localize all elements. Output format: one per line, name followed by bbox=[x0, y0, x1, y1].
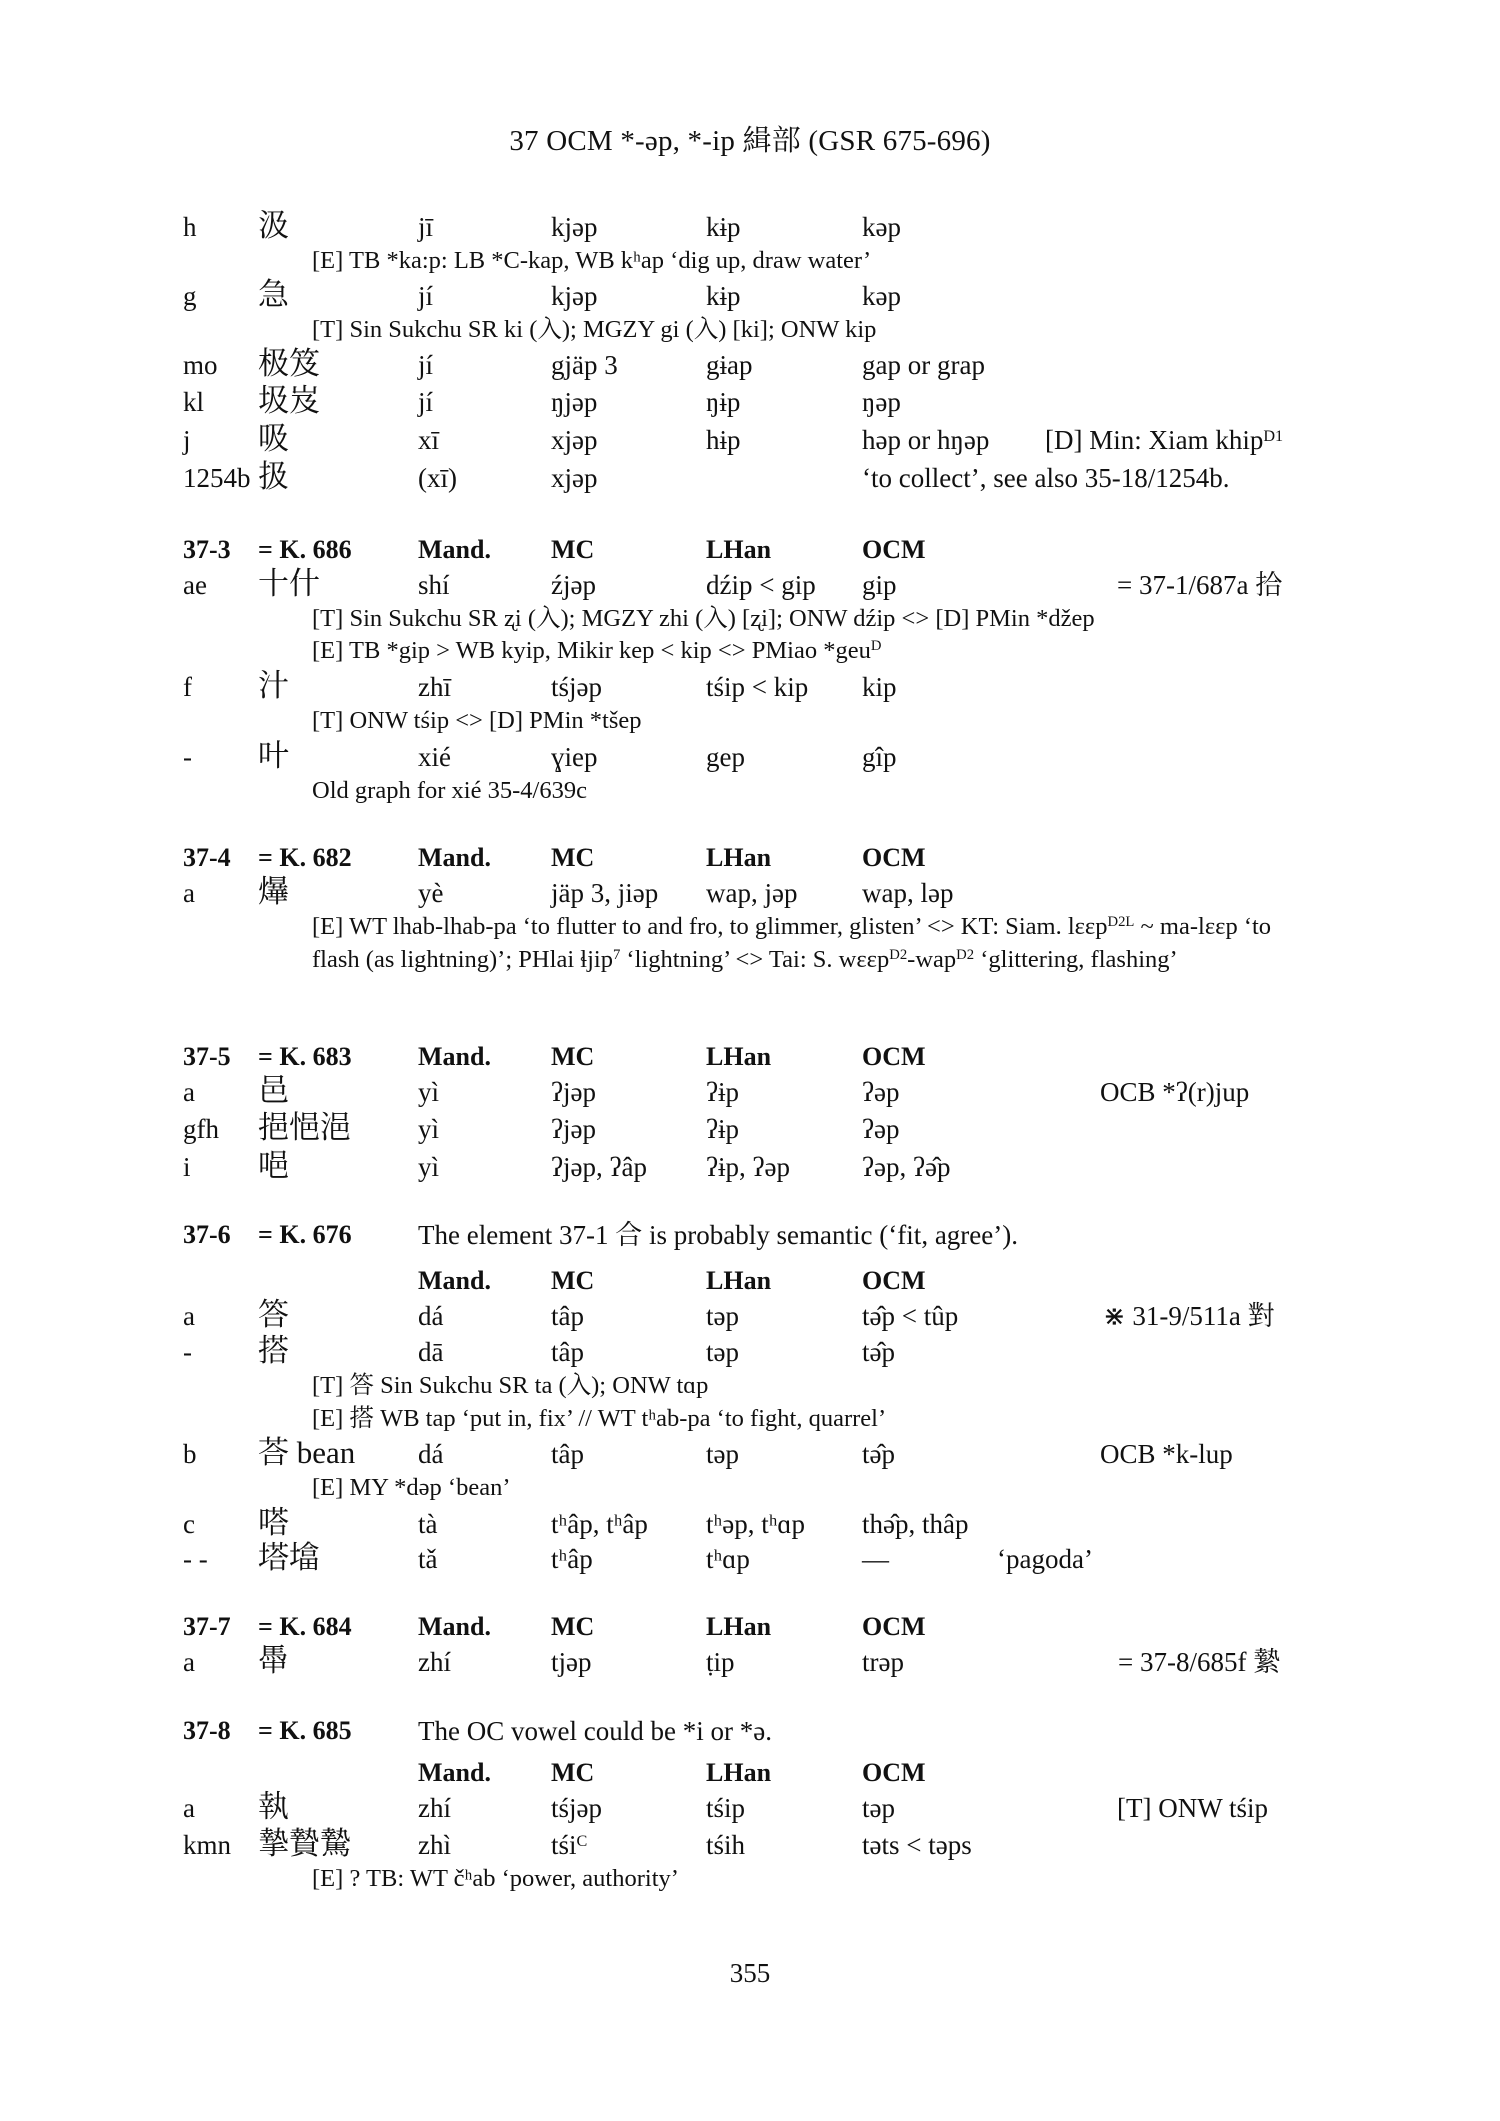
ocm-reading: ‘to collect’, see also 35-18/1254b. bbox=[862, 463, 1230, 493]
entry-graph: 摯贄騺 bbox=[258, 1826, 351, 1861]
entry-note: [E] MY *dəp ‘bean’ bbox=[312, 1474, 511, 1501]
entry-row bbox=[0, 279, 1500, 315]
col-mc: MC bbox=[551, 535, 595, 564]
entry-note: [T] ONW tśip <> [D] PMin *tšep bbox=[312, 707, 642, 734]
karlgren-number: = K. 676 bbox=[258, 1220, 352, 1249]
lhan-reading: ʔɨp bbox=[706, 1077, 739, 1107]
entry-row bbox=[0, 1437, 1500, 1473]
mandarin-reading: yì bbox=[418, 1077, 440, 1107]
series-number: 37-5 bbox=[183, 1042, 231, 1071]
entry-code: - bbox=[183, 742, 192, 772]
lhan-reading: ʔɨp, ʔəp bbox=[706, 1152, 790, 1182]
col-ocm: OCM bbox=[862, 1042, 926, 1071]
mandarin-reading: dā bbox=[418, 1337, 444, 1367]
entry-graph: 吸 bbox=[258, 421, 289, 456]
entry-code: b bbox=[183, 1439, 197, 1469]
section-heading bbox=[0, 1218, 1500, 1254]
page-number: 355 bbox=[729, 1958, 771, 1988]
mandarin-reading: (xī) bbox=[418, 463, 458, 493]
entry-remark: OCB *k-lup bbox=[1100, 1439, 1233, 1469]
col-ocm: OCM bbox=[862, 843, 926, 872]
entry-row bbox=[0, 1112, 1500, 1148]
mc-reading: tjəp bbox=[551, 1647, 592, 1677]
entry-graph: 搭 bbox=[258, 1333, 289, 1368]
karlgren-number: = K. 682 bbox=[258, 843, 352, 872]
entry-note: Old graph for xié 35-4/639c bbox=[312, 777, 587, 804]
series-number: 37-7 bbox=[183, 1612, 231, 1641]
ocm-reading: həp or hŋəp bbox=[862, 425, 990, 455]
ocm-reading: trəp bbox=[862, 1647, 904, 1677]
entry-note: [E] 搭 WB tap ‘put in, fix’ // WT tʰab-pa ‘to fight, quarrel’ bbox=[312, 1405, 887, 1432]
entry-row bbox=[0, 1335, 1500, 1371]
entry-graph: 執 bbox=[258, 1789, 289, 1824]
mandarin-reading: xié bbox=[418, 742, 451, 772]
entry-row bbox=[0, 1828, 1500, 1864]
entry-remark: ⋇ 31-9/511a 對 bbox=[1103, 1301, 1275, 1331]
ocm-reading: gap or grap bbox=[862, 350, 985, 380]
entry-row bbox=[0, 1150, 1500, 1186]
lhan-reading: kɨp bbox=[706, 281, 741, 311]
entry-code: a bbox=[183, 1301, 195, 1331]
mandarin-reading: jī bbox=[418, 212, 434, 242]
entry-graph: 爗 bbox=[258, 874, 289, 909]
mc-reading: kjəp bbox=[551, 212, 598, 242]
entry-note: [E] TB *gip > WB kyip, Mikir kep < kip <> PMiao *geu$^D$ bbox=[312, 637, 882, 664]
series-comment: The element 37-1 合 is probably semantic (‘fit, agree’). bbox=[418, 1220, 1019, 1250]
ocm-reading: kəp bbox=[862, 281, 901, 311]
entry-code: a bbox=[183, 1647, 195, 1677]
ocm-reading: gip bbox=[862, 570, 897, 600]
lhan-reading: ŋɨp bbox=[706, 387, 741, 417]
col-ocm: OCM bbox=[862, 535, 926, 564]
mandarin-reading: jí bbox=[418, 350, 434, 380]
entry-code: mo bbox=[183, 350, 218, 380]
ocm-reading: təp bbox=[862, 1439, 895, 1469]
mc-reading: ʔjəp bbox=[551, 1114, 596, 1144]
entry-note: [E] WT lhab-lhab-pa ‘to flutter to and fro, to glimmer, glisten’ <> KT: Siam. lɛɛp$^{D2L}$ ~ ma-lɛɛp ‘to flash (as lightning)’; PHlai ɬjip$^7$ ‘lightning’ <> Tai: S. wɛɛp$^{D2}$-wap$^{D2}$ ‘glittering, flashing’ bbox=[312, 913, 1272, 973]
mc-reading: tśjəp bbox=[551, 672, 603, 702]
entry-remark: = 37-8/685f 縶 bbox=[1118, 1647, 1281, 1677]
entry-row bbox=[0, 461, 1500, 497]
entry-note: [T] Sin Sukchu SR ki (入); MGZY gi (入) [ki]; ONW kip bbox=[312, 316, 877, 343]
entry-graph: 极笈 bbox=[258, 346, 320, 381]
entry-remark: ‘pagoda’ bbox=[997, 1544, 1093, 1574]
section-heading bbox=[0, 1714, 1500, 1750]
ocm-reading: kip bbox=[862, 672, 897, 702]
entry-graph: 嗒 bbox=[258, 1505, 289, 1540]
entry-row bbox=[0, 385, 1500, 421]
mandarin-reading: yì bbox=[418, 1114, 440, 1144]
karlgren-number: = K. 683 bbox=[258, 1042, 352, 1071]
ocm-reading: təp bbox=[862, 1337, 895, 1367]
section-heading bbox=[0, 1264, 1500, 1300]
entry-graph: 唈 bbox=[258, 1148, 289, 1183]
series-comment: The OC vowel could be *i or *ə. bbox=[418, 1716, 772, 1746]
mandarin-reading: zhí bbox=[418, 1793, 451, 1823]
entry-code: - bbox=[183, 1337, 192, 1367]
entry-row bbox=[0, 568, 1500, 604]
lhan-reading: kɨp bbox=[706, 212, 741, 242]
ocm-reading: ʔəp bbox=[862, 1077, 900, 1107]
entry-row bbox=[0, 348, 1500, 384]
mandarin-reading: jí bbox=[418, 387, 434, 417]
series-number: 37-3 bbox=[183, 535, 231, 564]
mandarin-reading: dá bbox=[418, 1301, 444, 1331]
entry-graph: 圾岌 bbox=[258, 383, 320, 418]
col-mc: MC bbox=[551, 1612, 595, 1641]
entry-graph: 荅 bean bbox=[258, 1435, 356, 1470]
section-heading bbox=[0, 1040, 1500, 1076]
entry-code: f bbox=[183, 672, 192, 702]
entry-row bbox=[0, 210, 1500, 246]
entry-code: gfh bbox=[183, 1114, 219, 1144]
mc-reading: gjäp 3 bbox=[551, 350, 618, 380]
entry-code: a bbox=[183, 878, 195, 908]
ocm-reading: ʔəp bbox=[862, 1114, 900, 1144]
lhan-reading: tʰɑp bbox=[706, 1544, 750, 1574]
series-number: 37-8 bbox=[183, 1716, 231, 1745]
section-heading bbox=[0, 1756, 1500, 1792]
lhan-reading: hɨp bbox=[706, 425, 741, 455]
entry-code: 1254b bbox=[183, 463, 251, 493]
mandarin-reading: yè bbox=[418, 878, 444, 908]
entry-row bbox=[0, 1645, 1500, 1681]
entry-row bbox=[0, 423, 1500, 459]
entry-note: [T] 答 Sin Sukchu SR ta (入); ONW tɑp bbox=[312, 1372, 709, 1399]
col-mand: Mand. bbox=[418, 1266, 491, 1295]
mandarin-reading: dá bbox=[418, 1439, 444, 1469]
mandarin-reading: jí bbox=[418, 281, 434, 311]
entry-graph: 扱 bbox=[258, 459, 289, 494]
entry-code: h bbox=[183, 212, 197, 242]
mandarin-reading: zhí bbox=[418, 1647, 451, 1677]
mc-reading: ɣiep bbox=[551, 742, 598, 772]
entry-note: [T] Sin Sukchu SR ʐi (入); MGZY zhi (入) [ʐi]; ONW dźip <> [D] PMin *džep bbox=[312, 605, 1095, 632]
col-mand: Mand. bbox=[418, 1758, 491, 1787]
mandarin-reading: zhì bbox=[418, 1830, 451, 1860]
lhan-reading: tśip < kip bbox=[706, 672, 809, 702]
ocm-reading: — bbox=[862, 1544, 889, 1574]
mc-reading: ʔjəp bbox=[551, 1077, 596, 1107]
mc-reading: tśi$^C$ bbox=[551, 1830, 588, 1860]
entry-code: c bbox=[183, 1509, 195, 1539]
page-header: 37 OCM *-əp, *-ip 緝部 (GSR 675-696) bbox=[509, 125, 991, 157]
mandarin-reading: tǎ bbox=[418, 1544, 438, 1574]
entry-graph: 馽 bbox=[258, 1643, 289, 1678]
lhan-reading: gɨap bbox=[706, 350, 753, 380]
col-mand: Mand. bbox=[418, 1042, 491, 1071]
mc-reading: tʰâp bbox=[551, 1544, 593, 1574]
entry-graph: 邑 bbox=[258, 1073, 289, 1108]
entry-graph: 汲 bbox=[258, 208, 289, 243]
entry-code: kmn bbox=[183, 1830, 232, 1860]
entry-code: kl bbox=[183, 387, 205, 417]
lhan-reading: təp bbox=[706, 1439, 739, 1469]
entry-code: ae bbox=[183, 570, 207, 600]
ocm-reading: ʔəp, ʔəp bbox=[862, 1152, 951, 1182]
karlgren-number: = K. 684 bbox=[258, 1612, 352, 1641]
col-mand: Mand. bbox=[418, 535, 491, 564]
mandarin-reading: xī bbox=[418, 425, 440, 455]
ocm-reading: kəp bbox=[862, 212, 901, 242]
entry-code: a bbox=[183, 1793, 195, 1823]
entry-code: a bbox=[183, 1077, 195, 1107]
col-ocm: OCM bbox=[862, 1612, 926, 1641]
col-lhan: LHan bbox=[706, 1758, 772, 1787]
ocm-reading: ŋəp bbox=[862, 387, 901, 417]
entry-graph: 急 bbox=[258, 277, 289, 312]
ocm-reading: thəp, thâp bbox=[862, 1509, 969, 1539]
mc-reading: xjəp bbox=[551, 425, 598, 455]
mc-reading: kjəp bbox=[551, 281, 598, 311]
lhan-reading: ʔɨp bbox=[706, 1114, 739, 1144]
ocm-reading: wap, ləp bbox=[862, 878, 954, 908]
mandarin-reading: tà bbox=[418, 1509, 438, 1539]
lhan-reading: tʰəp, tʰɑp bbox=[706, 1509, 806, 1539]
lhan-reading: ṭip bbox=[706, 1647, 735, 1677]
col-mc: MC bbox=[551, 1042, 595, 1071]
entry-graph: 叶 bbox=[258, 738, 289, 773]
entry-code: j bbox=[183, 425, 191, 455]
mc-reading: źjəp bbox=[551, 570, 596, 600]
col-mand: Mand. bbox=[418, 1612, 491, 1641]
entry-remark: = 37-1/687a 拾 bbox=[1117, 570, 1283, 600]
mandarin-reading: shí bbox=[418, 570, 450, 600]
karlgren-number: = K. 686 bbox=[258, 535, 352, 564]
ocm-reading: təts < təps bbox=[862, 1830, 972, 1860]
entry-remark: OCB *ʔ(r)jup bbox=[1100, 1077, 1250, 1107]
mc-reading: jäp 3, jiəp bbox=[551, 878, 659, 908]
section-heading bbox=[0, 1610, 1500, 1646]
entry-graph: 答 bbox=[258, 1297, 289, 1332]
mc-reading: tâp bbox=[551, 1337, 584, 1367]
col-mc: MC bbox=[551, 1758, 595, 1787]
entry-remark: [T] ONW tśip bbox=[1117, 1793, 1269, 1823]
entry-graph: 十什 bbox=[258, 566, 320, 601]
lhan-reading: gep bbox=[706, 742, 745, 772]
ocm-reading: təp bbox=[862, 1793, 895, 1823]
col-lhan: LHan bbox=[706, 1042, 772, 1071]
entry-remark: [D] Min: Xiam khip$^{D1}$ bbox=[1045, 425, 1284, 455]
col-lhan: LHan bbox=[706, 1266, 772, 1295]
entry-row bbox=[0, 740, 1500, 776]
karlgren-number: = K. 685 bbox=[258, 1716, 352, 1745]
ocm-reading: təp < tûp bbox=[862, 1301, 959, 1331]
col-mc: MC bbox=[551, 1266, 595, 1295]
mc-reading: ŋjəp bbox=[551, 387, 598, 417]
series-number: 37-4 bbox=[183, 843, 231, 872]
entry-graph: 挹悒浥 bbox=[258, 1110, 351, 1145]
section-heading bbox=[0, 533, 1500, 569]
mc-reading: tʰâp, tʰâp bbox=[551, 1509, 648, 1539]
entry-code: - - bbox=[183, 1544, 208, 1574]
ocm-reading: gîp bbox=[862, 742, 897, 772]
lhan-reading: təp bbox=[706, 1337, 739, 1367]
entry-row bbox=[0, 1507, 1500, 1543]
col-lhan: LHan bbox=[706, 1612, 772, 1641]
col-mand: Mand. bbox=[418, 843, 491, 872]
entry-code: i bbox=[183, 1152, 191, 1182]
mc-reading: tâp bbox=[551, 1301, 584, 1331]
entry-row bbox=[0, 1791, 1500, 1827]
entry-graph: 塔墖 bbox=[258, 1540, 320, 1575]
entry-row bbox=[0, 876, 1500, 912]
entry-note: [E] ? TB: WT čʰab ‘power, authority’ bbox=[312, 1865, 679, 1892]
mc-reading: xjəp bbox=[551, 463, 598, 493]
col-ocm: OCM bbox=[862, 1758, 926, 1787]
entry-row bbox=[0, 1542, 1500, 1578]
mc-reading: tâp bbox=[551, 1439, 584, 1469]
entry-note: [E] TB *ka:p: LB *C-kap, WB kʰap ‘dig up, draw water’ bbox=[312, 247, 872, 274]
col-mc: MC bbox=[551, 843, 595, 872]
col-ocm: OCM bbox=[862, 1266, 926, 1295]
lhan-reading: tśip bbox=[706, 1793, 746, 1823]
entry-code: g bbox=[183, 281, 197, 311]
entry-row bbox=[0, 670, 1500, 706]
entry-graph: 汁 bbox=[258, 668, 289, 703]
col-lhan: LHan bbox=[706, 843, 772, 872]
mc-reading: tśjəp bbox=[551, 1793, 603, 1823]
lhan-reading: təp bbox=[706, 1301, 739, 1331]
lhan-reading: wap, jəp bbox=[706, 878, 798, 908]
mc-reading: ʔjəp, ʔâp bbox=[551, 1152, 647, 1182]
series-number: 37-6 bbox=[183, 1220, 231, 1249]
col-lhan: LHan bbox=[706, 535, 772, 564]
lhan-reading: tśih bbox=[706, 1830, 746, 1860]
mandarin-reading: yì bbox=[418, 1152, 440, 1182]
entry-row bbox=[0, 1299, 1500, 1335]
mandarin-reading: zhī bbox=[418, 672, 451, 702]
lhan-reading: dźip < gip bbox=[706, 570, 816, 600]
section-heading bbox=[0, 841, 1500, 877]
entry-row bbox=[0, 1075, 1500, 1111]
